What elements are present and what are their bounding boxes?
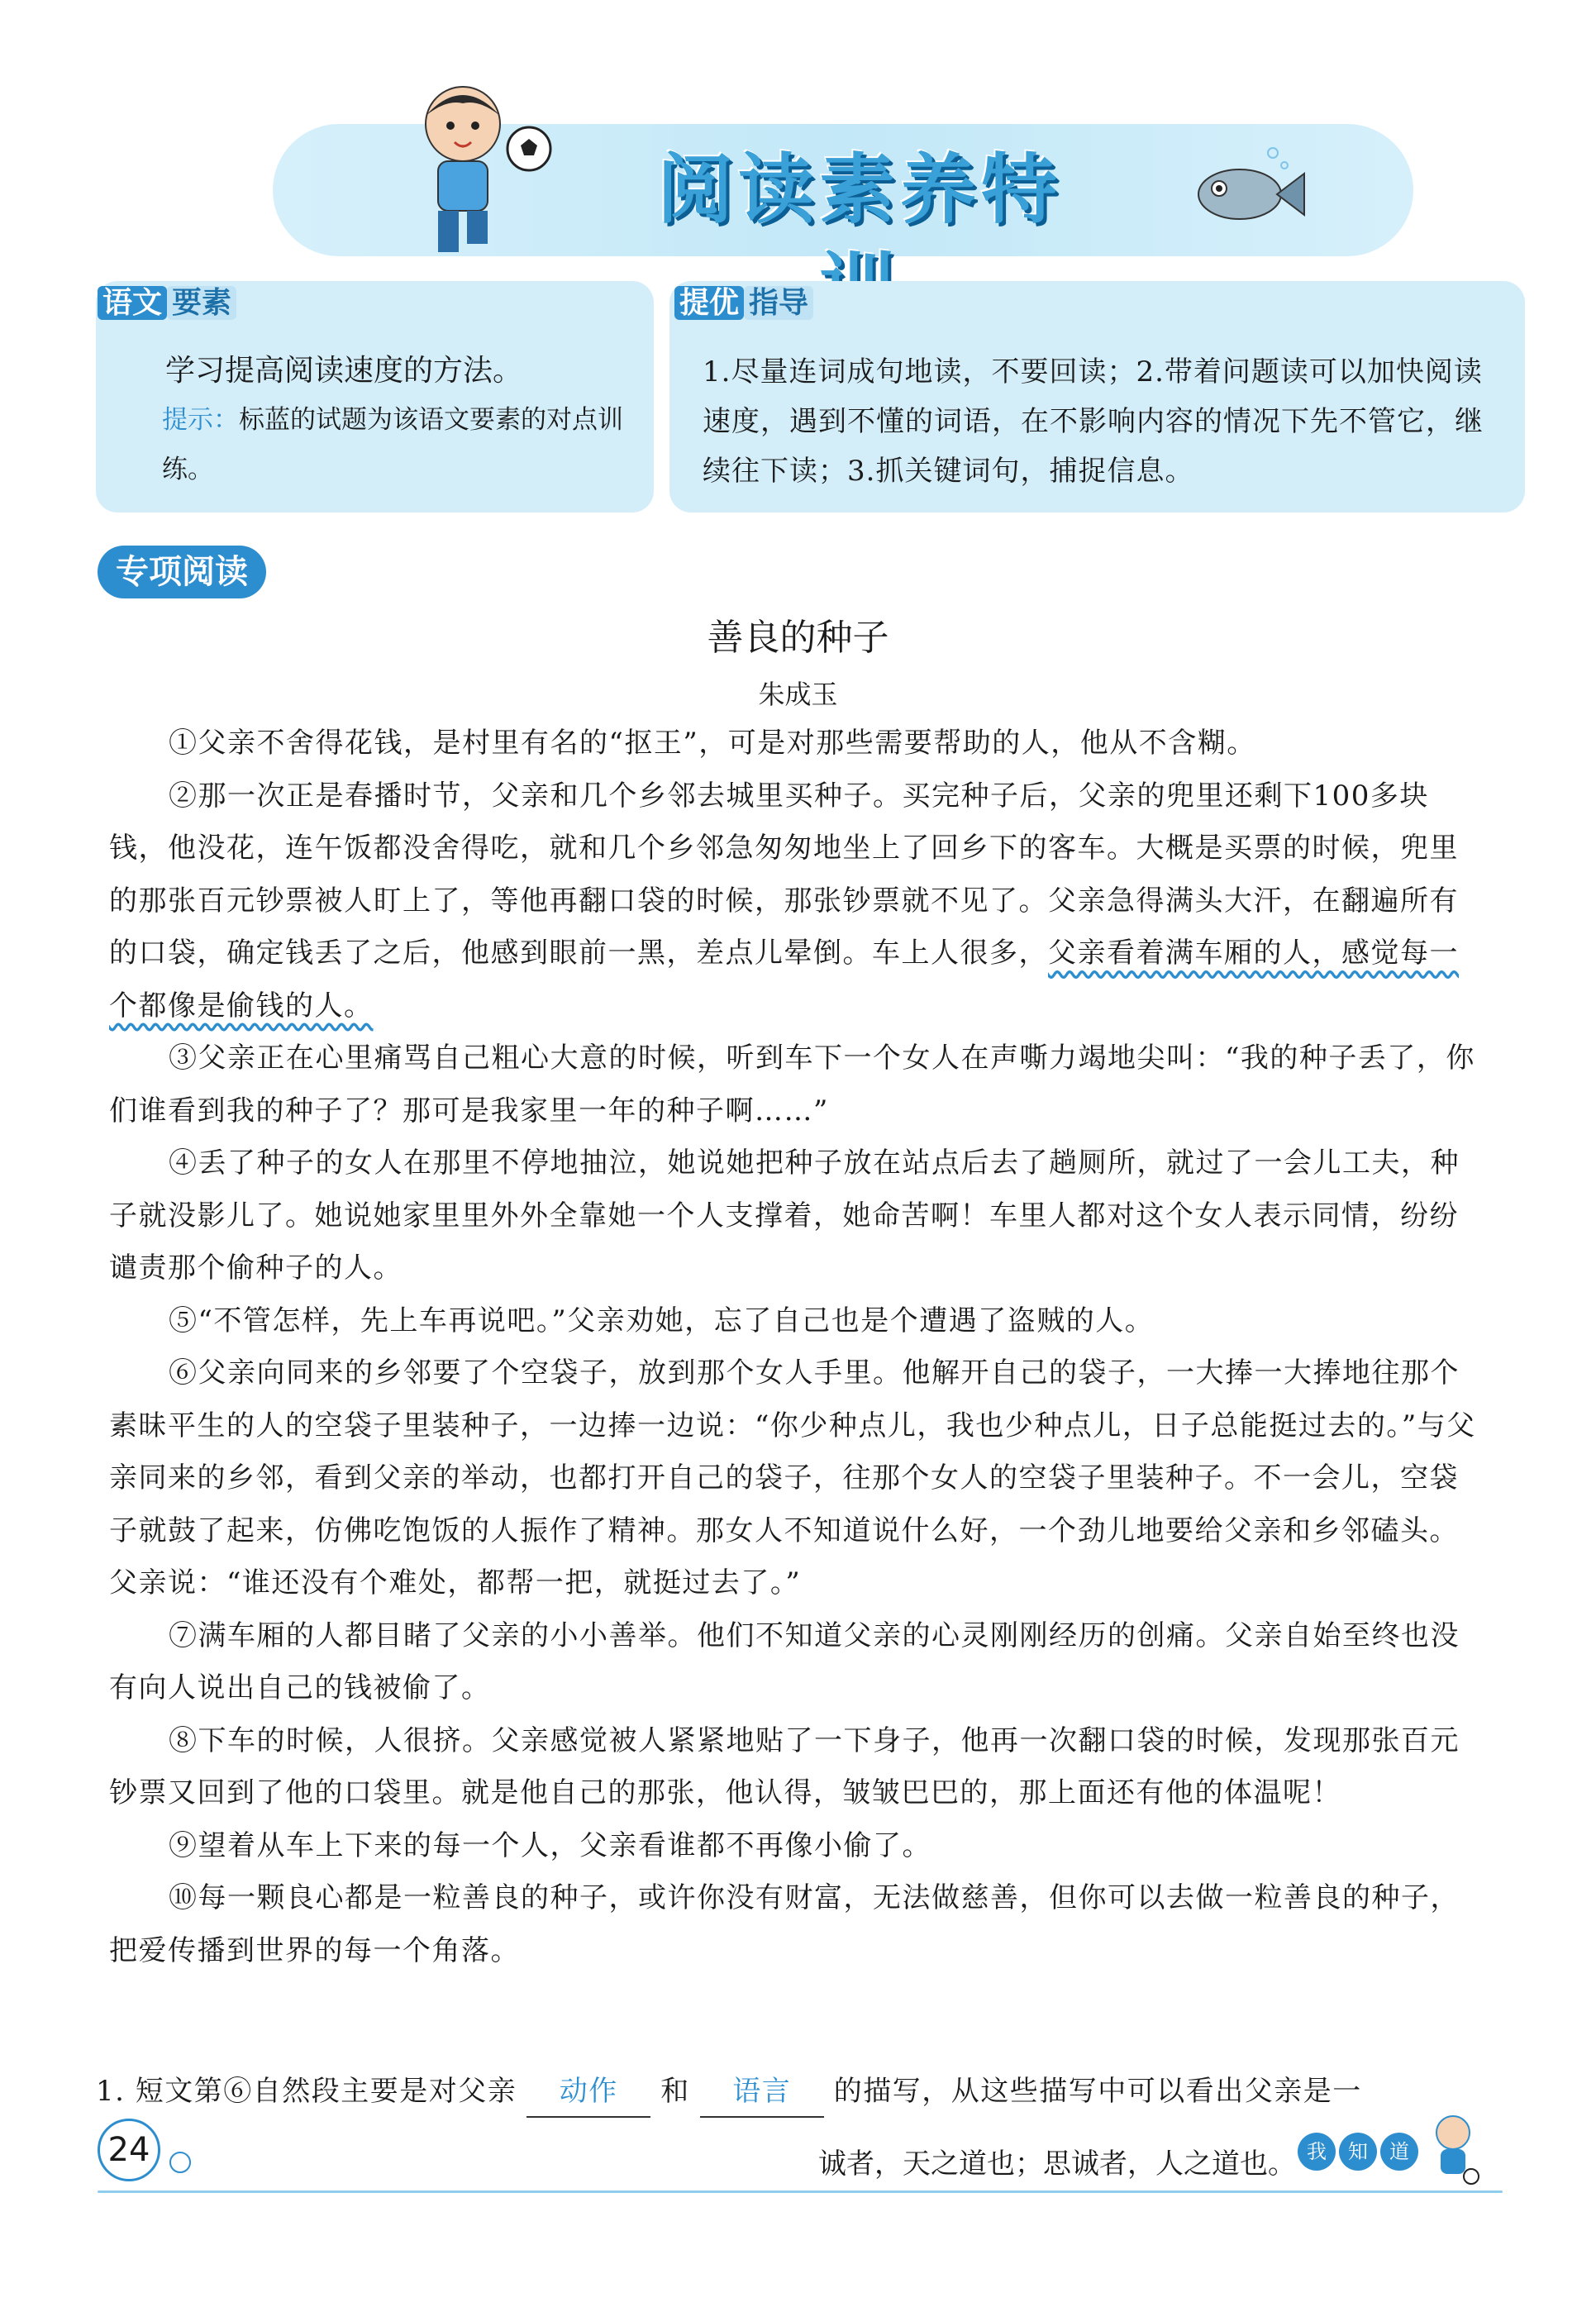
brand-logo: [1298, 2133, 1418, 2171]
page-number: 24: [98, 2119, 160, 2181]
fish-illustration: [1182, 141, 1306, 240]
guidance-text: 1.尽量连词成句地读，不要回读；2.带着问题读可以加快阅读速度，遇到不懂的词语，在不影响内容的情况下先不管它，继续往下读；3.抓关键词句，捕捉信息。: [703, 355, 1484, 488]
question-1: [96, 2066, 1493, 2118]
paragraph-6: ⑥父亲向同来的乡邻要了个空袋子，放到那个女人手里。他解开自己的袋子，一大捧一大捧地往那个素昧平生的人的空袋子里装种子，一边捧一边说：“你少种点儿，我也少种点儿，日子总能挺过去的。”与父亲同来的乡邻，看到父亲的举动，也都打开自己的袋子，往那个女人的空袋子里装种子。不一会儿，空袋子就鼓了起来，仿佛吃饱饭的人振作了精神。那女人不知道说什么好，一个劲儿地要给父亲和乡邻磕头。父亲说：“谁还没有个难处，都帮一把，就挺过去了。”: [109, 1356, 1476, 1599]
question-1-middle: 和: [660, 2075, 690, 2108]
paragraph-9: ⑨望着从车上下来的每一个人，父亲看谁都不再像小偷了。: [169, 1828, 931, 1862]
tip-text: 标蓝的试题为该语文要素的对点训练。: [162, 405, 623, 484]
language-element-tip: [162, 395, 637, 494]
footer-motto: 诚者，天之道也；思诚者，人之道也。: [818, 2148, 1296, 2181]
paragraph-1: ①父亲不舍得花钱，是村里有名的“抠王”，可是对那些需要帮助的人，他从不含糊。: [169, 727, 1256, 760]
brand-char-3: 道: [1380, 2133, 1418, 2171]
answer-blank-2[interactable]: 语言: [700, 2066, 824, 2118]
question-1-prefix: 1. 短文第⑥自然段主要是对父亲: [96, 2075, 517, 2108]
boy-soccer-illustration: [388, 74, 562, 265]
paragraph-10: ⑩每一颗良心都是一粒善良的种子，或许你没有财富，无法做慈善，但你可以去做一粒善良的种子，把爱传播到世界的每一个角落。: [109, 1881, 1460, 1967]
tag-yuwen: 语文: [98, 286, 167, 320]
paragraph-2-wavy-sentence: 父亲看着满车厢的人，感觉每一个都像是偷钱的人。: [109, 937, 1459, 1023]
article-title: 善良的种子: [707, 617, 889, 659]
language-element-main: 学习提高阅读速度的方法。: [165, 354, 523, 388]
paragraph-4: ④丢了种子的女人在那里不停地抽泣，她说她把种子放在站点后去了趟厕所，就过了一会儿工夫，种子就没影儿了。她说她家里里外外全靠她一个人支撑着，她命苦啊！车里人都对这个女人表示同情，纷纷谴责那个偷种子的人。: [109, 1146, 1460, 1285]
answer-blank-1[interactable]: 动作: [526, 2066, 650, 2118]
paragraph-2: [109, 770, 1481, 1033]
page-title: 阅读素养特: [656, 145, 1062, 234]
footer-divider: [98, 2190, 1503, 2193]
guidance-tag: [668, 281, 820, 326]
brand-char-1: 我: [1298, 2133, 1336, 2171]
mascot-icon: [1420, 2112, 1486, 2186]
question-1-suffix: 的描写，从这些描写中可以看出父亲是一: [833, 2075, 1362, 2108]
brand-char-2: 知: [1339, 2133, 1377, 2171]
tag-zhidao: 指导: [744, 286, 813, 320]
article-author: 朱成玉: [758, 679, 838, 710]
tag-tiyou: 提优: [674, 286, 744, 320]
paragraph-8: ⑧下车的时候，人很挤。父亲感觉被人紧紧地贴了一下身子，他再一次翻口袋的时候，发现那张百元钞票又回到了他的口袋里。就是他自己的那张，他认得，皱皱巴巴的，那上面还有他的体温呢！: [109, 1723, 1460, 1809]
decorative-circle: [169, 2152, 191, 2173]
paragraph-7: ⑦满车厢的人都目睹了父亲的小小善举。他们不知道父亲的心灵刚刚经历的创痛。父亲自始至终也没有向人说出自己的钱被偷了。: [109, 1618, 1460, 1704]
tag-yaosu: 要素: [167, 286, 236, 320]
section-label: 专项阅读: [98, 546, 266, 598]
article-body: [109, 717, 1481, 1977]
language-element-tag: [91, 281, 243, 326]
tip-label: 提示：: [162, 405, 239, 435]
paragraph-2-text: ②那一次正是春播时节，父亲和几个乡邻去城里买种子。买完种子后，父亲的兜里还剩下100多块钱，他没花，连午饭都没舍得吃，就和几个乡邻急匆匆地坐上了回乡下的客车。大概是买票的时候，兜里的那张百元钞票被人盯上了，等他再翻口袋的时候，那张钞票就不见了。父亲急得满头大汗，在翻遍所有的口袋，确定钱丢了之后，他感到眼前一黑，差点儿晕倒。车上人很多，: [109, 779, 1459, 970]
paragraph-3: ③父亲正在心里痛骂自己粗心大意的时候，听到车下一个女人在声嘶力竭地尖叫：“我的种子丢了，你们谁看到我的种子了？那可是我家里一年的种子啊……”: [109, 1042, 1475, 1127]
paragraph-5: ⑤“不管怎样，先上车再说吧。”父亲劝她，忘了自己也是个遭遇了盗贼的人。: [169, 1304, 1155, 1337]
